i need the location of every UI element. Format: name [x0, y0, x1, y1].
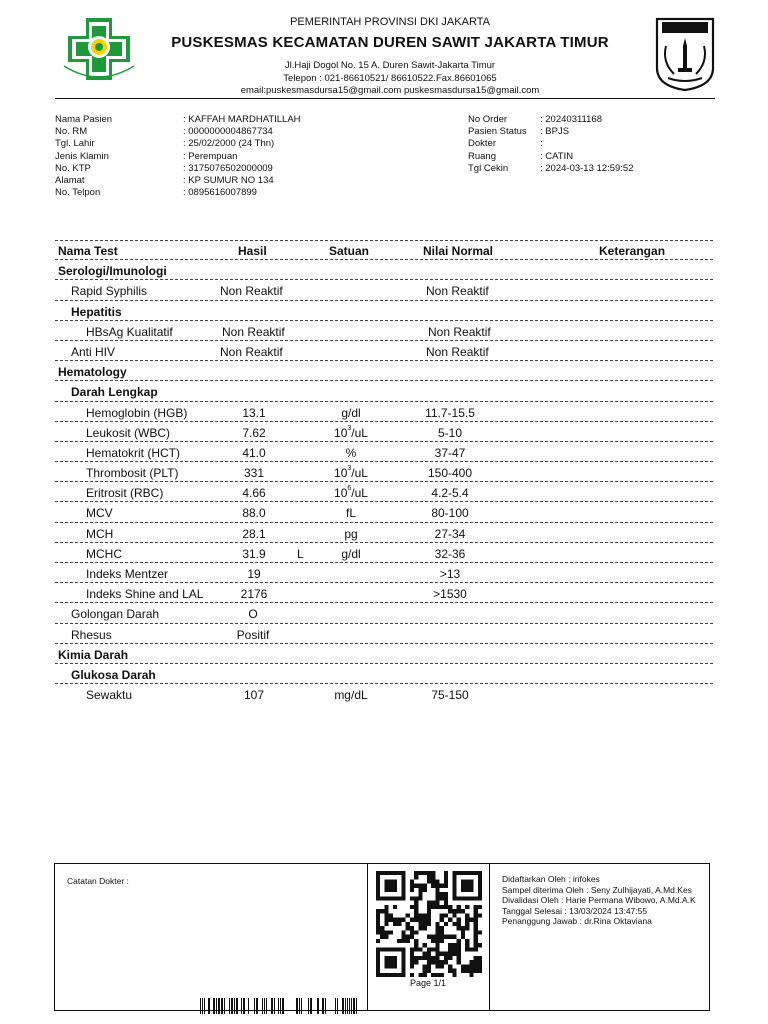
- info-label: Ruang: [468, 150, 496, 162]
- info-label: Pasien Status: [468, 126, 527, 138]
- subsection-row: [55, 301, 713, 321]
- test-name: MCV: [86, 506, 113, 521]
- section-label: Kimia Darah: [58, 647, 129, 662]
- clinic-title: PUSKESMAS KECAMATAN DUREN SAWIT JAKARTA TIMUR: [171, 34, 609, 51]
- test-result: 88.0: [242, 506, 266, 521]
- info-label: Dokter: [468, 138, 496, 150]
- test-normal: Non Reaktif: [426, 344, 489, 359]
- test-name: Rhesus: [71, 627, 112, 642]
- info-value: : 0000000004867734: [183, 126, 273, 138]
- test-normal: >1530: [433, 587, 467, 602]
- test-name: Sewaktu: [86, 688, 133, 703]
- test-normal: 75-150: [431, 688, 469, 703]
- test-unit: [315, 426, 387, 440]
- footer-divider: [367, 863, 368, 1011]
- test-name: Indeks Mentzer: [86, 567, 169, 581]
- info-row: [55, 151, 301, 163]
- table-row: [55, 341, 713, 361]
- info-row: [468, 151, 634, 163]
- unit-base: 10: [334, 466, 348, 481]
- col-header-nilai: Nilai Normal: [423, 244, 494, 258]
- table-row: [55, 321, 713, 341]
- section-row: [55, 644, 713, 664]
- unit-suffix: /uL: [351, 425, 368, 440]
- section-label: Hematology: [58, 365, 127, 380]
- test-result: Non Reaktif: [220, 284, 283, 299]
- info-label: No Order: [468, 114, 508, 125]
- info-value: : KP SUMUR NO 134: [183, 175, 274, 187]
- completion-date: Tanggal Selesai : 13/03/2024 13:47:55: [502, 905, 648, 916]
- test-name: Leukosit (WBC): [86, 425, 171, 440]
- table-row: [55, 280, 713, 300]
- table-row: [55, 684, 713, 704]
- info-row: [55, 187, 301, 199]
- barcode-image: [200, 998, 360, 1014]
- unit-exponent: 6: [347, 485, 352, 493]
- unit-suffix: /uL: [351, 486, 368, 501]
- info-value: : Perempuan: [183, 150, 238, 162]
- test-normal: 32-36: [434, 546, 466, 561]
- test-normal: 37-47: [434, 445, 466, 460]
- table-row: [55, 462, 713, 482]
- info-value: : 25/02/2000 (24 Thn): [183, 138, 275, 150]
- col-header-name: Nama Test: [58, 244, 118, 258]
- results-table: [55, 240, 713, 704]
- validated-by: Divalidasi Oleh : Harie Permana Wibowo, A.Md.A.K: [502, 895, 696, 905]
- subsection-label: Darah Lengkap: [71, 385, 158, 400]
- subsection-row: [55, 664, 713, 684]
- table-header-row: [55, 240, 713, 260]
- info-row: [55, 126, 301, 138]
- test-unit: mg/dL: [334, 688, 368, 703]
- test-result: 13.1: [242, 405, 266, 420]
- table-row: [55, 603, 713, 623]
- test-normal: 11.7-15.5: [425, 405, 475, 420]
- info-label: No. Telpon: [55, 187, 101, 199]
- subsection-row: [55, 381, 713, 401]
- test-unit: g/dl: [341, 546, 361, 561]
- section-label: Serologi/Imunologi: [58, 264, 167, 279]
- table-row: [55, 422, 713, 442]
- clinic-address: Jl.Haji Dogol No. 15 A. Duren Sawit-Jakarta Timur: [284, 60, 496, 71]
- test-result: 107: [243, 688, 265, 703]
- section-row: [55, 260, 713, 280]
- info-label: Alamat: [55, 175, 85, 187]
- abnormal-flag: L: [297, 546, 304, 561]
- info-row: [55, 114, 301, 126]
- table-row: [55, 502, 713, 522]
- clinic-phone: Telepon : 021-86610521/ 86610522.Fax.86601065: [283, 72, 497, 84]
- registered-by: Didaftarkan Oleh : infokes: [502, 874, 600, 884]
- table-row: [55, 583, 713, 603]
- test-name: Indeks Shine and LAL: [86, 587, 204, 602]
- test-result: 2176: [240, 587, 268, 602]
- test-unit: g/dl: [341, 405, 361, 420]
- test-name: Thrombosit (PLT): [86, 466, 179, 481]
- test-normal: Non Reaktif: [428, 324, 491, 339]
- unit-exponent: 3: [347, 424, 352, 432]
- footer-divider: [489, 863, 490, 1011]
- info-row: [468, 163, 634, 175]
- info-row: [468, 114, 634, 126]
- info-value: : 20240311168: [540, 114, 602, 125]
- info-row: [55, 175, 301, 187]
- test-normal: 4.2-5.4: [431, 486, 469, 501]
- test-normal: 80-100: [431, 506, 469, 521]
- info-value: : BPJS: [540, 126, 570, 138]
- unit-suffix: /uL: [351, 466, 368, 481]
- test-result: 4.66: [242, 486, 266, 501]
- unit-exponent: 3: [347, 465, 352, 473]
- test-result: Positif: [236, 627, 270, 642]
- table-row: [55, 402, 713, 422]
- info-value: : CATIN: [540, 150, 574, 162]
- info-label: No. KTP: [55, 162, 91, 174]
- test-name: HBsAg Kualitatif: [86, 324, 173, 339]
- patient-info-left: [55, 114, 301, 199]
- test-normal: Non Reaktif: [426, 284, 489, 299]
- test-unit: %: [345, 445, 357, 460]
- test-unit: [315, 466, 387, 480]
- info-label: Tgl. Lahir: [55, 138, 95, 150]
- patient-info-right: [468, 114, 634, 175]
- header-divider: [55, 98, 715, 99]
- col-header-satuan: Satuan: [329, 244, 370, 258]
- table-row: [55, 543, 713, 563]
- page-number: Page 1/1: [409, 978, 447, 988]
- info-label: Jenis Klamin: [55, 150, 109, 162]
- test-result: 19: [247, 567, 261, 581]
- test-name: MCH: [86, 526, 114, 541]
- test-result: Non Reaktif: [220, 344, 283, 359]
- section-row: [55, 361, 713, 381]
- puskesmas-logo: [60, 14, 138, 84]
- col-header-keterangan: Keterangan: [599, 244, 666, 258]
- test-name: Golongan Darah: [71, 607, 160, 622]
- government-name: PEMERINTAH PROVINSI DKI JAKARTA: [290, 16, 490, 28]
- table-row: [55, 563, 713, 583]
- info-value: : KAFFAH MARDHATILLAH: [183, 114, 301, 125]
- table-row: [55, 523, 713, 543]
- info-label: Tgl Cekin: [468, 162, 509, 174]
- test-result: 7.62: [242, 425, 266, 440]
- info-value: : 0895616007899: [183, 187, 257, 199]
- col-header-hasil: Hasil: [238, 244, 267, 258]
- info-row: [55, 163, 301, 175]
- subsection-label: Hepatitis: [71, 304, 122, 319]
- doctor-notes-label: Catatan Dokter :: [67, 876, 129, 886]
- test-normal: 5-10: [437, 425, 463, 440]
- responsible-doctor: Penanggung Jawab : dr.Rina Oktaviana: [502, 916, 652, 926]
- test-name: Hematokrit (HCT): [86, 445, 181, 460]
- qr-code-image: [374, 871, 484, 977]
- test-normal: >13: [439, 567, 461, 581]
- unit-base: 10: [334, 486, 348, 501]
- test-result: 31.9: [242, 546, 266, 561]
- unit-base: 10: [334, 425, 348, 440]
- validation-info: [502, 874, 706, 927]
- clinic-email: email:puskesmasdursa15@gmail.com puskesmasdursa15@gmail.com: [240, 85, 540, 96]
- test-name: Anti HIV: [71, 344, 116, 359]
- test-unit: [315, 486, 387, 500]
- test-result: Non Reaktif: [222, 324, 285, 339]
- test-result: 28.1: [242, 526, 266, 541]
- info-row: [468, 126, 634, 138]
- info-value: : 3175076502000009: [183, 162, 273, 174]
- test-result: 41.0: [242, 445, 266, 460]
- test-name: MCHC: [86, 546, 122, 561]
- info-row: [468, 138, 634, 150]
- info-label: Nama Pasien: [55, 114, 113, 125]
- table-row: [55, 482, 713, 502]
- test-name: Hemoglobin (HGB): [86, 405, 188, 420]
- test-name: Rapid Syphilis: [71, 284, 148, 299]
- info-label: No. RM: [55, 126, 88, 138]
- info-row: [55, 138, 301, 150]
- test-name: Eritrosit (RBC): [86, 486, 164, 501]
- test-normal: 27-34: [434, 526, 466, 541]
- subsection-label: Glukosa Darah: [71, 667, 156, 682]
- clinic-contact: [140, 60, 640, 98]
- test-unit: pg: [344, 526, 358, 541]
- jakarta-seal: [654, 16, 716, 92]
- info-value: : 2024-03-13 12:59:52: [540, 162, 634, 174]
- test-normal: 150-400: [427, 466, 473, 481]
- table-row: [55, 442, 713, 462]
- table-row: [55, 624, 713, 644]
- test-unit: fL: [345, 506, 356, 521]
- test-result: O: [248, 607, 258, 622]
- sample-received-by: Sampel diterima Oleh : Seny Zulhijayati, A.Md.Kes: [502, 884, 692, 895]
- test-result: 331: [243, 466, 265, 481]
- info-value: :: [540, 138, 543, 150]
